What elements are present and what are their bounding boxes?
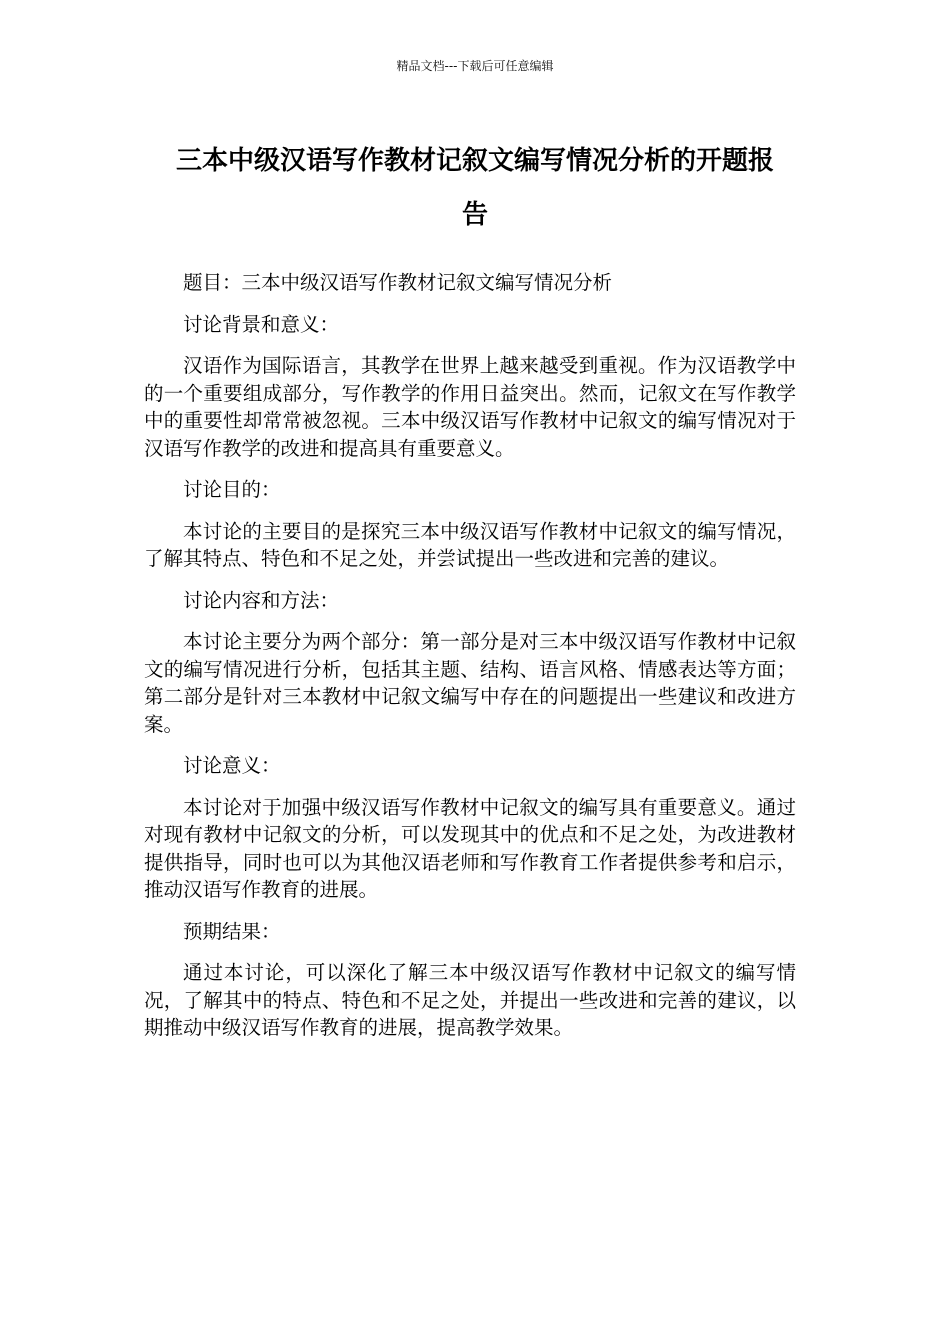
background-label: 讨论背景和意义： (183, 312, 340, 336)
method-label: 讨论内容和方法： (183, 588, 340, 612)
results-paragraph: 通过本讨论，可以深化了解三本中级汉语写作教材中记叙文的编写情况，了解其中的特点、特色和不足之处，并提出一些改进和完善的建议，以期推动中级汉语写作教育的进展，提高教学效果。 (144, 961, 796, 1039)
topic-line: 题目：三本中级汉语写作教材记叙文编写情况分析 (183, 271, 613, 294)
document-body (144, 269, 796, 1042)
significance-paragraph: 本讨论对于加强中级汉语写作教材中记叙文的编写具有重要意义。通过对现有教材中记叙文的分析，可以发现其中的优点和不足之处，为改进教材提供指导，同时也可以为其他汉语老师和写作教育工作者提供参考和启示，推动汉语写作教育的进展。 (144, 795, 796, 901)
header-note: 精品文档---下载后可任意编辑 (396, 59, 554, 73)
purpose-paragraph: 本讨论的主要目的是探究三本中级汉语写作教材中记叙文的编写情况，了解其特点、特色和不足之处，并尝试提出一些改进和完善的建议。 (144, 519, 796, 570)
document-title-line1: 三本中级汉语写作教材记叙文编写情况分析的开题报 (175, 146, 774, 176)
background-paragraph: 汉语作为国际语言，其教学在世界上越来越受到重视。作为汉语教学中的一个重要组成部分，写作教学的作用日益突出。然而，记叙文在写作教学中的重要性却常常被忽视。三本中级汉语写作教材中记叙文的编写情况对于汉语写作教学的改进和提高具有重要意义。 (144, 354, 796, 460)
purpose-label: 讨论目的： (183, 478, 281, 501)
method-paragraph: 本讨论主要分为两个部分：第一部分是对三本中级汉语写作教材中记叙文的编写情况进行分析，包括其主题、结构、语言风格、情感表达等方面；第二部分是针对三本教材中记叙文编写中存在的问题提出一些建议和改进方案。 (144, 630, 796, 736)
document-title-line2: 告 (461, 200, 488, 230)
document-title (140, 134, 810, 242)
significance-label: 讨论意义： (183, 754, 281, 777)
results-label: 预期结果： (183, 919, 281, 943)
